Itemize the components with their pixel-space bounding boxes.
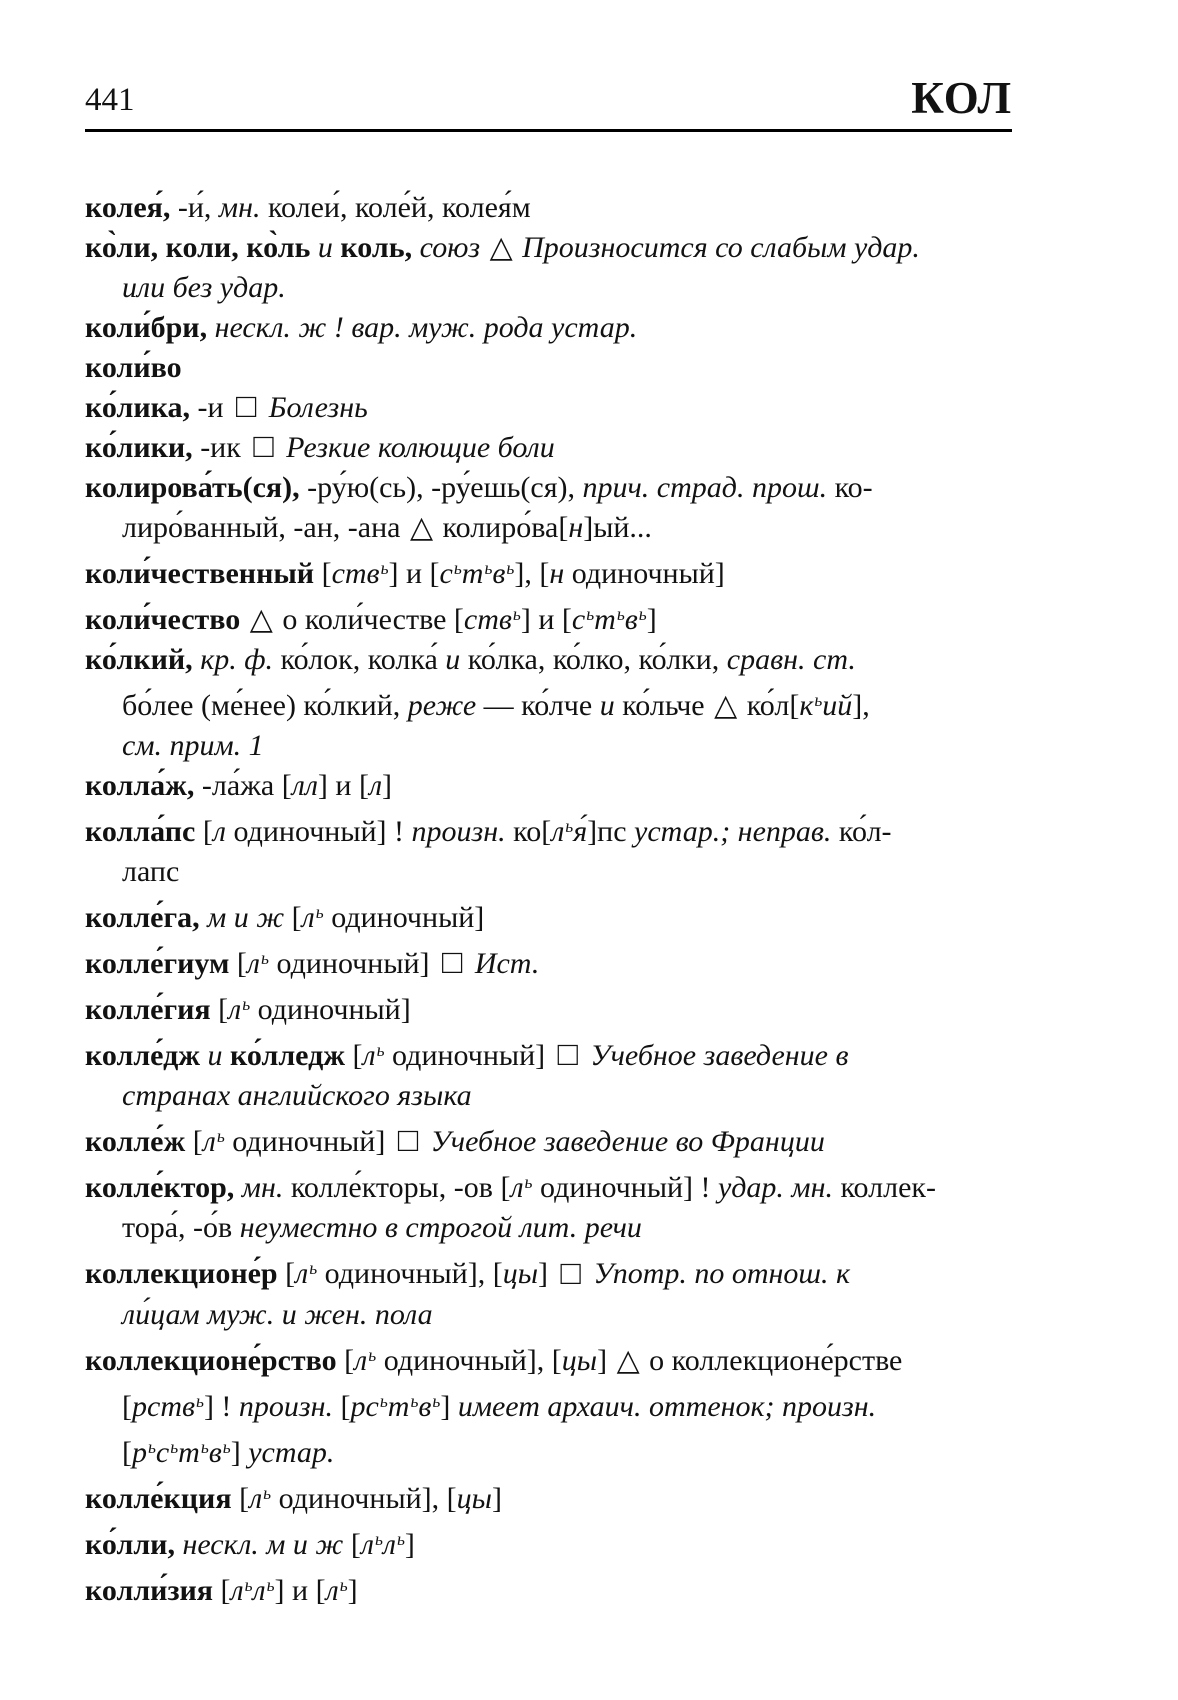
entry-first-line (85, 188, 1012, 228)
dictionary-entry (85, 640, 1012, 766)
entry-text: одиночный] (268, 947, 438, 981)
entry-text: Произносится со слабым удар. (522, 231, 920, 264)
entry-text: одиночный], [ (376, 1343, 562, 1377)
entry-text: л (382, 1527, 396, 1561)
entry-text: я́ (573, 815, 588, 849)
entry-text: и (207, 1039, 223, 1073)
entry-text: л (252, 1573, 266, 1607)
entry-continuation-line (85, 726, 1012, 766)
dictionary-entry (85, 1030, 1012, 1116)
entry-text: ] (347, 1573, 358, 1607)
entry-continuation-line (85, 268, 1012, 308)
entry-text: союз (419, 231, 481, 264)
entry-text: ] и [ (317, 769, 369, 803)
entry-text: нескл. ж ! вар. муж. рода устар. (214, 311, 638, 344)
entry-text: [ (321, 557, 332, 591)
entry-text: ко́л[ (739, 689, 800, 723)
entry-text: с (439, 557, 453, 591)
entry-text: -и (197, 391, 231, 424)
palatalization-superscript: ь (339, 1574, 348, 1595)
palatalization-superscript: ь (616, 604, 625, 625)
entry-first-line (85, 308, 1012, 348)
entry-text: л (360, 1527, 374, 1561)
entry-text: л (230, 1573, 244, 1607)
entry-first-line (85, 468, 1012, 508)
headword-text: коли́чество (85, 603, 241, 637)
entry-text: ко́л- (831, 815, 892, 849)
entry-text: л (325, 1573, 339, 1607)
dictionary-entry (85, 348, 1012, 388)
palatalization-superscript: ь (453, 558, 462, 578)
palatalization-superscript: ь (170, 1436, 179, 1457)
entry-first-line (85, 428, 1012, 468)
entry-text: л (368, 769, 383, 803)
entry-text: сравн. ст. (726, 643, 856, 677)
headword-text: ко́лкий, (85, 643, 201, 677)
palatalization-superscript: ь (263, 1482, 272, 1503)
entry-continuation-line (85, 1076, 1012, 1116)
headword-text: колла́пс (85, 815, 203, 849)
entry-text: ко́льче (614, 689, 713, 723)
entry-text: ], (852, 689, 870, 723)
entry-text: л (354, 1343, 368, 1377)
entry-text: л (510, 1171, 524, 1205)
entry-text: цы (502, 1257, 539, 1291)
entry-continuation-line (85, 1295, 1012, 1335)
entry-text: Болезнь (268, 391, 368, 424)
headword-text: колле́ктор, (85, 1171, 242, 1205)
square-marker-icon: □ (253, 428, 274, 465)
entry-text: л (212, 815, 226, 849)
dictionary-entry (85, 308, 1012, 348)
entry-text: л (362, 1039, 376, 1073)
square-marker-icon: □ (560, 1254, 581, 1292)
entry-text: одиночный] ! (532, 1171, 719, 1205)
entry-first-line (85, 1519, 1012, 1565)
entry-text: [ (218, 993, 229, 1027)
palatalization-superscript: ь (374, 1528, 383, 1549)
entry-text: ко́лок, колка́ (273, 643, 446, 677)
entry-text: или без удар. (122, 271, 286, 304)
entry-text: [ (220, 1573, 231, 1607)
entry-text: мн. (218, 191, 261, 224)
entry-first-line (85, 1565, 1012, 1611)
palatalization-superscript: ь (379, 1390, 388, 1411)
entry-first-line (85, 388, 1012, 428)
entry-text: одиночный], [ (317, 1257, 503, 1291)
entry-text: [ (284, 901, 302, 935)
headword-text: колея́, (85, 191, 171, 224)
headword-text: ко́лли, (85, 1527, 183, 1561)
entry-text: и (599, 689, 615, 723)
dictionary-entry (85, 1162, 1012, 1248)
palatalization-superscript: ь (242, 994, 251, 1015)
entry-text: л (228, 993, 242, 1027)
triangle-marker-icon: △ (489, 231, 513, 264)
entry-text: произн. (238, 1389, 334, 1423)
entry-text: колле́кторы, -ов [ (283, 1171, 511, 1205)
entry-text: Учебное заведение во Франции (430, 1125, 825, 1159)
header-rule (85, 129, 1012, 132)
entry-text: ]пс (587, 815, 635, 849)
entry-first-line (85, 348, 1012, 388)
entry-text: произн. (411, 815, 506, 849)
dictionary-entry (85, 468, 1012, 548)
entry-text: [ (239, 1481, 250, 1515)
entry-text: см. прим. 1 (122, 729, 264, 763)
headword-text: колле́гиум (85, 947, 237, 981)
palatalization-superscript: ь (222, 1436, 231, 1457)
entry-text: одиночный], [ (271, 1481, 457, 1515)
headword-text: колле́ж (85, 1125, 193, 1159)
entry-text: Резкие колющие боли (286, 431, 555, 464)
square-marker-icon: □ (442, 944, 463, 982)
entry-text: л (202, 1125, 216, 1159)
headword-text: коли́во (85, 351, 182, 384)
entry-text: л (301, 901, 315, 935)
headword-text: ко̀ли, коли, ко̀ль (85, 231, 318, 264)
palatalization-superscript: ь (565, 816, 574, 837)
entry-text: ] (646, 603, 657, 637)
entry-text: [ (202, 815, 213, 849)
headword-text: колле́дж (85, 1039, 208, 1073)
entry-first-line (85, 892, 1012, 938)
entry-text: и (445, 643, 461, 677)
entry-text: ли́цам муж. и жен. пола (122, 1297, 433, 1331)
entry-text (480, 231, 488, 264)
headword-text: колирова́ть(ся), (85, 471, 308, 504)
entry-text: -ру́ю(сь), -ру́ешь(ся), (307, 471, 583, 504)
entry-text: [ (352, 1039, 363, 1073)
entry-first-line (85, 1162, 1012, 1208)
entry-first-line (85, 1030, 1012, 1076)
entry-text: ]ый... (583, 511, 652, 544)
entry-text: цы (456, 1481, 492, 1515)
entry-text: одиночный] ! (225, 815, 412, 849)
entry-text: л (551, 815, 565, 849)
entry-text: лапс (122, 855, 180, 889)
entry-text: устар.; неправ. (634, 815, 832, 849)
entry-text (261, 391, 269, 424)
dictionary-entry (85, 548, 1012, 594)
triangle-marker-icon: △ (409, 511, 434, 544)
dictionary-entry (85, 188, 1012, 228)
entry-text: устар. (248, 1435, 335, 1469)
entry-text: [ (122, 1389, 132, 1423)
entry-first-line (85, 1116, 1012, 1162)
entry-first-line (85, 228, 1012, 268)
palatalization-superscript: ь (200, 1436, 209, 1457)
entry-text: т (594, 603, 616, 637)
palatalization-superscript: ь (244, 1574, 253, 1595)
entry-text: Употр. по отнош. к (593, 1257, 851, 1291)
entry-text: лиро́ванный, -ан, -ана (122, 511, 408, 544)
palatalization-superscript: ь (216, 1126, 225, 1147)
entry-text: ] (440, 1389, 458, 1423)
headword-text: ко́лледж (222, 1039, 353, 1073)
triangle-marker-icon: △ (249, 603, 273, 637)
entry-text: — ко́лче (476, 689, 600, 723)
entry-text: ств (331, 557, 380, 591)
palatalization-superscript: ь (380, 558, 389, 578)
palatalization-superscript: ь (512, 604, 521, 625)
dictionary-entry (85, 806, 1012, 892)
dictionary-entry (85, 892, 1012, 938)
palatalization-superscript: ь (524, 1172, 533, 1193)
headword-text: колла́ж, (85, 769, 202, 803)
palatalization-superscript: ь (484, 558, 493, 578)
entry-text: неуместно в строгой лит. речи (239, 1211, 642, 1245)
entry-text: о коли́честве [ (274, 603, 464, 637)
entry-text: лл (291, 769, 318, 803)
headword-text: колли́зия (85, 1573, 221, 1607)
dictionary-entry (85, 1473, 1012, 1519)
entry-first-line (85, 640, 1012, 680)
entry-text: м и ж (207, 901, 285, 935)
palatalization-superscript: ь (368, 1344, 377, 1365)
entry-text: одиночный] (564, 557, 725, 591)
square-marker-icon: □ (397, 1122, 419, 1160)
headword-text: коллекционе́р (85, 1257, 286, 1291)
entry-text: ко́лка, ко́лко, ко́лки, (460, 643, 727, 677)
entry-first-line (85, 938, 1012, 984)
entry-text: ] (491, 1481, 502, 1515)
dictionary-entry (85, 1335, 1012, 1473)
entry-text: ] и [ (520, 603, 572, 637)
triangle-marker-icon: △ (616, 1343, 640, 1377)
entry-text: л (246, 947, 261, 981)
entry-continuation-line (85, 508, 1012, 548)
entry-text: ] и [ (388, 557, 440, 591)
dictionary-entry (85, 984, 1012, 1030)
entry-text: и (317, 231, 333, 264)
entry-text: колиро́ва[ (435, 511, 569, 544)
entry-text: в (624, 603, 638, 637)
palatalization-superscript: ь (309, 1258, 318, 1279)
entry-text: ко[ (505, 815, 552, 849)
entry-text: тора́, -о́в (122, 1211, 240, 1245)
entry-text: [ (343, 1527, 361, 1561)
entry-text: ] (404, 1527, 415, 1561)
palatalization-superscript: ь (638, 604, 647, 625)
entry-text: -ик (200, 431, 249, 464)
entry-text: [ (122, 1435, 132, 1469)
headword-text: колле́кция (85, 1481, 240, 1515)
dictionary-entry (85, 428, 1012, 468)
entry-text (279, 431, 287, 464)
palatalization-superscript: ь (410, 1390, 419, 1411)
dictionary-entry (85, 388, 1012, 428)
entry-text: бо́лее (ме́нее) ко́лкий, (122, 689, 408, 723)
palatalization-superscript: ь (432, 1390, 441, 1411)
headword-text: коллекционе́рство (85, 1343, 345, 1377)
entry-text: одиночный] (323, 901, 485, 935)
entry-continuation-line (85, 1427, 1012, 1473)
entry-text: с (155, 1435, 170, 1469)
palatalization-superscript: ь (196, 1390, 204, 1411)
dictionary-entry (85, 228, 1012, 308)
entry-first-line (85, 1473, 1012, 1519)
triangle-marker-icon: △ (714, 689, 738, 723)
entry-text: рств (132, 1389, 196, 1423)
palatalization-superscript: ь (506, 558, 515, 578)
entry-text: ] (538, 1257, 556, 1291)
entry-text: -и́, (170, 191, 219, 224)
entry-text: мн. (241, 1171, 284, 1205)
palatalization-superscript: ь (586, 604, 595, 625)
entry-text: колеи́, коле́й, колея́м (260, 191, 531, 224)
entry-text: ] (230, 1435, 249, 1469)
palatalization-superscript: ь (814, 690, 823, 711)
entry-continuation-line (85, 852, 1012, 892)
entry-text: -ла́жа [ (201, 769, 292, 803)
entry-text: ], [ (514, 557, 550, 591)
entry-first-line (85, 548, 1012, 594)
entry-text (240, 603, 248, 636)
dictionary-entry (85, 938, 1012, 984)
entry-text: т (178, 1435, 200, 1469)
entry-text: н (549, 557, 565, 591)
palatalization-superscript: ь (261, 948, 269, 969)
palatalization-superscript: ь (376, 1040, 385, 1061)
dictionary-entry (85, 1519, 1012, 1565)
entry-text: реже (407, 689, 477, 723)
entry-text: [ (192, 1125, 203, 1159)
entry-first-line (85, 806, 1012, 852)
entry-text: с (571, 603, 586, 637)
entry-text: ] (597, 1343, 615, 1377)
entry-text: кр. ф. (200, 643, 274, 677)
entry-text: в (208, 1435, 222, 1469)
entry-text: л (295, 1257, 309, 1291)
entry-text: в (492, 557, 506, 591)
entry-text: т (387, 1389, 410, 1423)
entry-first-line (85, 594, 1012, 640)
entry-text: ] и [ (274, 1573, 326, 1607)
dictionary-entry (85, 1116, 1012, 1162)
palatalization-superscript: ь (266, 1574, 275, 1595)
dictionary-entries (85, 188, 1012, 1611)
entry-text: Учебное заведение в (590, 1039, 849, 1073)
entry-text: удар. мн. (718, 1171, 833, 1205)
dictionary-entry (85, 1248, 1012, 1334)
headword-text: коль, (332, 231, 420, 264)
entry-text: рс (350, 1389, 379, 1423)
entry-first-line (85, 766, 1012, 806)
entry-text: ств (463, 603, 512, 637)
entry-text: имеет архаич. оттенок; произн. (457, 1389, 877, 1423)
headword-text: ко́лики, (85, 431, 201, 464)
entry-text: цы (561, 1343, 598, 1377)
entry-continuation-line (85, 1381, 1012, 1427)
palatalization-superscript: ь (148, 1436, 156, 1457)
entry-text: коллек- (832, 1171, 936, 1205)
entry-continuation-line (85, 680, 1012, 726)
entry-text: ко- (827, 471, 873, 504)
entry-text: одиночный] (384, 1039, 553, 1073)
square-marker-icon: □ (557, 1036, 578, 1074)
entry-text: странах английского языка (122, 1079, 472, 1113)
entry-first-line (85, 1335, 1012, 1381)
entry-text: ] ! (203, 1389, 239, 1423)
entry-first-line (85, 1248, 1012, 1294)
headword-text: коли́чественный (85, 557, 322, 591)
entry-text: нескл. м и ж (182, 1527, 344, 1561)
entry-text: л (249, 1481, 263, 1515)
page-header (85, 73, 1012, 123)
entry-text: т (461, 557, 484, 591)
entry-text: р (132, 1435, 147, 1469)
entry-first-line (85, 984, 1012, 1030)
headword-text: ко́лика, (85, 391, 198, 424)
dictionary-entry (85, 594, 1012, 640)
dictionary-entry (85, 766, 1012, 806)
entry-text (467, 947, 475, 980)
headword-text: колле́гия (85, 993, 219, 1027)
entry-text: Ист. (474, 947, 540, 981)
entry-text: [ (285, 1257, 296, 1291)
palatalization-superscript: ь (396, 1528, 405, 1549)
entry-text: ий (822, 689, 853, 723)
dictionary-entry (85, 1565, 1012, 1611)
headword-text: коли́бри, (85, 311, 215, 344)
entry-text: [ (344, 1343, 355, 1377)
square-marker-icon: □ (236, 388, 257, 425)
entry-text: в (418, 1389, 432, 1423)
entry-continuation-line (85, 1208, 1012, 1248)
entry-text: [ (333, 1389, 351, 1423)
entry-text: ] (382, 769, 393, 803)
headword-text: колле́га, (85, 901, 208, 935)
entry-text: к (799, 689, 814, 723)
entry-text: одиночный] (224, 1125, 393, 1159)
entry-text: одиночный] (250, 993, 411, 1027)
palatalization-superscript: ь (315, 902, 324, 923)
entry-text: прич. страд. прош. (582, 471, 828, 504)
guide-word: КОЛ (911, 73, 1012, 123)
entry-text (423, 1125, 431, 1158)
entry-text: [ (236, 947, 247, 981)
entry-text: о коллекционе́рстве (641, 1343, 903, 1377)
entry-text: н (568, 511, 584, 544)
page-number: 441 (85, 82, 135, 118)
